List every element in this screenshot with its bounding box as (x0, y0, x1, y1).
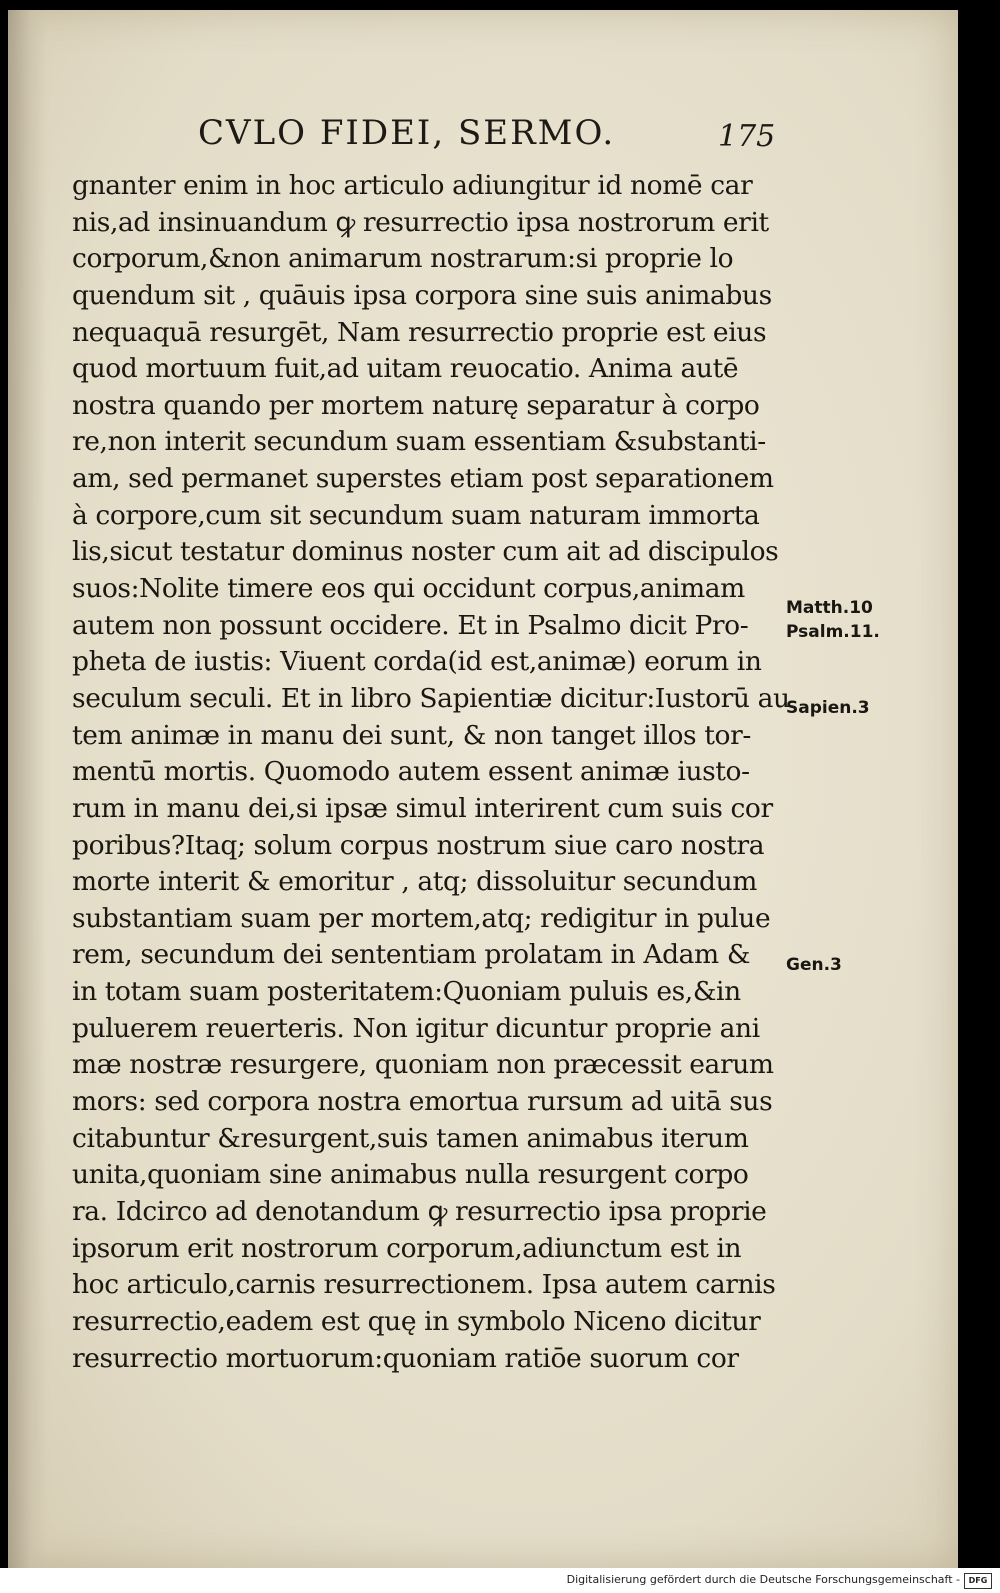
text-line: nequaquā resurgēt, Nam resurrectio proprie est eius (72, 316, 767, 348)
text-line: nostra quando per mortem naturę separatur à corpo (72, 389, 760, 421)
page-number: 175 (718, 119, 776, 154)
header-title: CVLO FIDEI, SERMO. (198, 113, 616, 153)
text-line: corporum,&non animarum nostrarum:si proprie lo (72, 243, 734, 275)
text-line: rum in manu dei,si ipsæ simul interirent cum suis cor (72, 792, 773, 824)
text-line: pheta de iustis: Viuent corda(id est,animæ) eorum in (72, 646, 762, 678)
text-line: unita,quoniam sine animabus nulla resurgent corpo (72, 1159, 749, 1191)
footer-bar (0, 1568, 1000, 1593)
text-line: re,non interit secundum suam essentiam &substanti- (72, 426, 766, 458)
text-line: rem, secundum dei sententiam prolatam in Adam & (72, 939, 751, 971)
text-line: lis,sicut testatur dominus noster cum ait ad discipulos (72, 536, 779, 568)
page-gutter-shadow (8, 10, 46, 1568)
text-line: am, sed permanet superstes etiam post separationem (72, 463, 774, 495)
text-line: mors: sed corpora nostra emortua rursum ad uitā sus (72, 1086, 773, 1118)
text-line: in totam suam posteritatem:Quoniam puluis es,&in (72, 976, 741, 1008)
text-line: ra. Idcirco ad denotandum ꝙ resurrectio ipsa proprie (72, 1195, 767, 1227)
margin-note-matth: Matth.10 (786, 598, 873, 618)
text-line: gnanter enim in hoc articulo adiungitur id nomē car (72, 170, 753, 201)
body-text (72, 168, 792, 1377)
dfg-logo-icon: DFG (964, 1573, 992, 1589)
text-line: suos:Nolite timere eos qui occidunt corpus,animam (72, 573, 745, 605)
text-line: quod mortuum fuit,ad uitam reuocatio. Anima autē (72, 353, 739, 385)
text-line: poribus?Itaq; solum corpus nostrum siue caro nostra (72, 829, 765, 861)
book-page (8, 10, 958, 1568)
running-header (198, 113, 776, 154)
margin-note-psalm: Psalm.11. (786, 622, 880, 642)
text-line: ipsorum erit nostrorum corporum,adiunctum est in (72, 1232, 742, 1264)
margin-note-sapien: Sapien.3 (786, 698, 870, 718)
text-line: tem animæ in manu dei sunt, & non tanget illos tor- (72, 719, 751, 751)
text-line: autem non possunt occidere. Et in Psalmo dicit Pro- (72, 609, 749, 641)
text-line: morte interit & emoritur , atq; dissoluitur secundum (72, 866, 757, 898)
text-line: mæ nostræ resurgere, quoniam non præcessit earum (72, 1049, 774, 1081)
text-line: à corpore,cum sit secundum suam naturam immorta (72, 499, 760, 531)
text-line: resurrectio mortuorum:quoniam ratiōe suorum cor (72, 1342, 739, 1374)
text-line: substantiam suam per mortem,atq; redigitur in pulue (72, 902, 771, 934)
text-line: quendum sit , quāuis ipsa corpora sine suis animabus (72, 279, 772, 311)
text-line: seculum seculi. Et in libro Sapientiæ dicitur:Iustorū au (72, 682, 790, 714)
text-line: mentū mortis. Quomodo autem essent animæ iusto- (72, 756, 750, 788)
footer-credit: Digitalisierung gefördert durch die Deutsche Forschungsgemeinschaft - (566, 1573, 960, 1586)
text-line: nis,ad insinuandum ꝙ resurrectio ipsa nostrorum erit (72, 206, 769, 238)
text-line: hoc articulo,carnis resurrectionem. Ipsa autem carnis (72, 1269, 776, 1301)
text-line: citabuntur &resurgent,suis tamen animabus iterum (72, 1122, 749, 1154)
text-line: puluerem reuerteris. Non igitur dicuntur proprie ani (72, 1012, 760, 1044)
text-line: resurrectio,eadem est quę in symbolo Niceno dicitur (72, 1305, 761, 1337)
margin-note-gen: Gen.3 (786, 955, 842, 975)
